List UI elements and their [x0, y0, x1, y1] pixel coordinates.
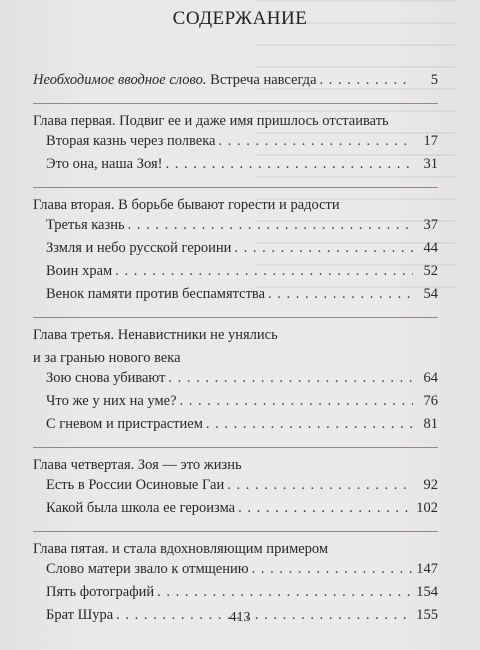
leader-dots: [219, 133, 414, 150]
toc-entry-label: Третья казнь: [46, 217, 125, 233]
toc-entry-label: С гневом и пристрастием: [46, 416, 203, 432]
toc-page-number: 52: [423, 263, 438, 279]
toc-page-number: 17: [423, 133, 438, 149]
intro-italic-text: Необходимое вводное слово.: [33, 72, 207, 88]
toc-page-number: 5: [430, 72, 438, 88]
toc-entry-label: Слово матери звало к отмщению: [46, 561, 249, 577]
toc-entry-label: Зою снова убивают: [46, 370, 166, 386]
toc-entry[interactable]: [33, 477, 438, 500]
toc-page-number: 81: [423, 416, 438, 432]
toc-entry[interactable]: [33, 500, 438, 523]
section-divider: [33, 103, 438, 104]
leader-dots: [165, 156, 413, 173]
toc-page-number: 44: [423, 240, 438, 256]
chapter-heading-3[interactable]: Глава третья. Ненавистники не унялись: [33, 327, 278, 343]
toc-entry[interactable]: [33, 286, 438, 309]
section-divider: [33, 187, 438, 188]
leader-dots: [320, 72, 414, 89]
leader-dots: [206, 416, 413, 433]
chapter-heading-4[interactable]: Глава четвертая. Зоя — это жизнь: [33, 457, 242, 473]
leader-dots: [268, 286, 413, 303]
toc-entry-label: Пять фотографий: [46, 584, 155, 600]
toc-entry-label: Какой была школа ее героизма: [46, 500, 236, 516]
toc-page-number: 92: [423, 477, 438, 493]
chapter-heading-2[interactable]: Глава вторая. В борьбе бывают горести и радости: [33, 197, 340, 213]
chapter-heading-1[interactable]: Глава первая. Подвиг ее и даже имя пришлось отстаивать: [33, 113, 389, 129]
toc-page-number: 154: [416, 584, 438, 600]
toc-entry[interactable]: [33, 133, 438, 156]
toc-entry[interactable]: [33, 584, 438, 607]
toc-page-number: 37: [423, 217, 438, 233]
toc-page-number: 102: [416, 500, 438, 516]
toc-entry-label: Брат Шура: [46, 607, 114, 623]
toc-entry[interactable]: [33, 240, 438, 263]
leader-dots: [234, 240, 413, 257]
section-divider: [33, 531, 438, 532]
leader-dots: [157, 584, 413, 601]
page-title: СОДЕРЖАНИЕ: [172, 8, 308, 29]
leader-dots: [227, 477, 413, 494]
toc-entry-label: Есть в России Осиновые Гаи: [46, 477, 225, 493]
section-divider: [33, 317, 438, 318]
leader-dots: [252, 561, 413, 578]
chapter-heading-3-continued[interactable]: и за гранью нового века: [33, 350, 181, 366]
toc-entry[interactable]: [33, 393, 438, 416]
toc-entry-label: [33, 72, 317, 89]
toc-page-number: 54: [423, 286, 438, 302]
leader-dots: [128, 217, 413, 234]
toc-entry[interactable]: [33, 561, 438, 584]
table-of-contents: [33, 72, 438, 630]
toc-entry[interactable]: [33, 217, 438, 240]
toc-entry[interactable]: [33, 370, 438, 393]
toc-page-number: 64: [423, 370, 438, 386]
chapter-heading-5[interactable]: Глава пятая. и стала вдохновляющим примером: [33, 541, 329, 557]
toc-entry-label: Венок памяти против беспамятства: [46, 286, 266, 302]
leader-dots: [115, 263, 413, 280]
section-divider: [33, 447, 438, 448]
leader-dots: [180, 393, 413, 410]
toc-page-number: 31: [423, 156, 438, 172]
toc-entry-label: Что же у них на уме?: [46, 393, 177, 409]
toc-entry[interactable]: [33, 156, 438, 179]
toc-page-number: 76: [423, 393, 438, 409]
toc-page-number: 155: [416, 607, 438, 623]
intro-text: Встреча навсегда: [206, 72, 317, 88]
toc-entry-label: Вторая казнь через полвека: [46, 133, 216, 149]
toc-entry-intro[interactable]: [33, 72, 438, 95]
toc-entry-label: Это она, наша Зоя!: [46, 156, 163, 172]
toc-entry-label: Воин храм: [46, 263, 113, 279]
toc-page-number: 147: [416, 561, 438, 577]
page-number: 413: [229, 610, 251, 625]
toc-entry[interactable]: [33, 416, 438, 439]
toc-entry-label: Ззмля и небо русской героини: [46, 240, 232, 256]
toc-entry[interactable]: [33, 263, 438, 286]
leader-dots: [168, 370, 413, 387]
leader-dots: [238, 500, 413, 517]
